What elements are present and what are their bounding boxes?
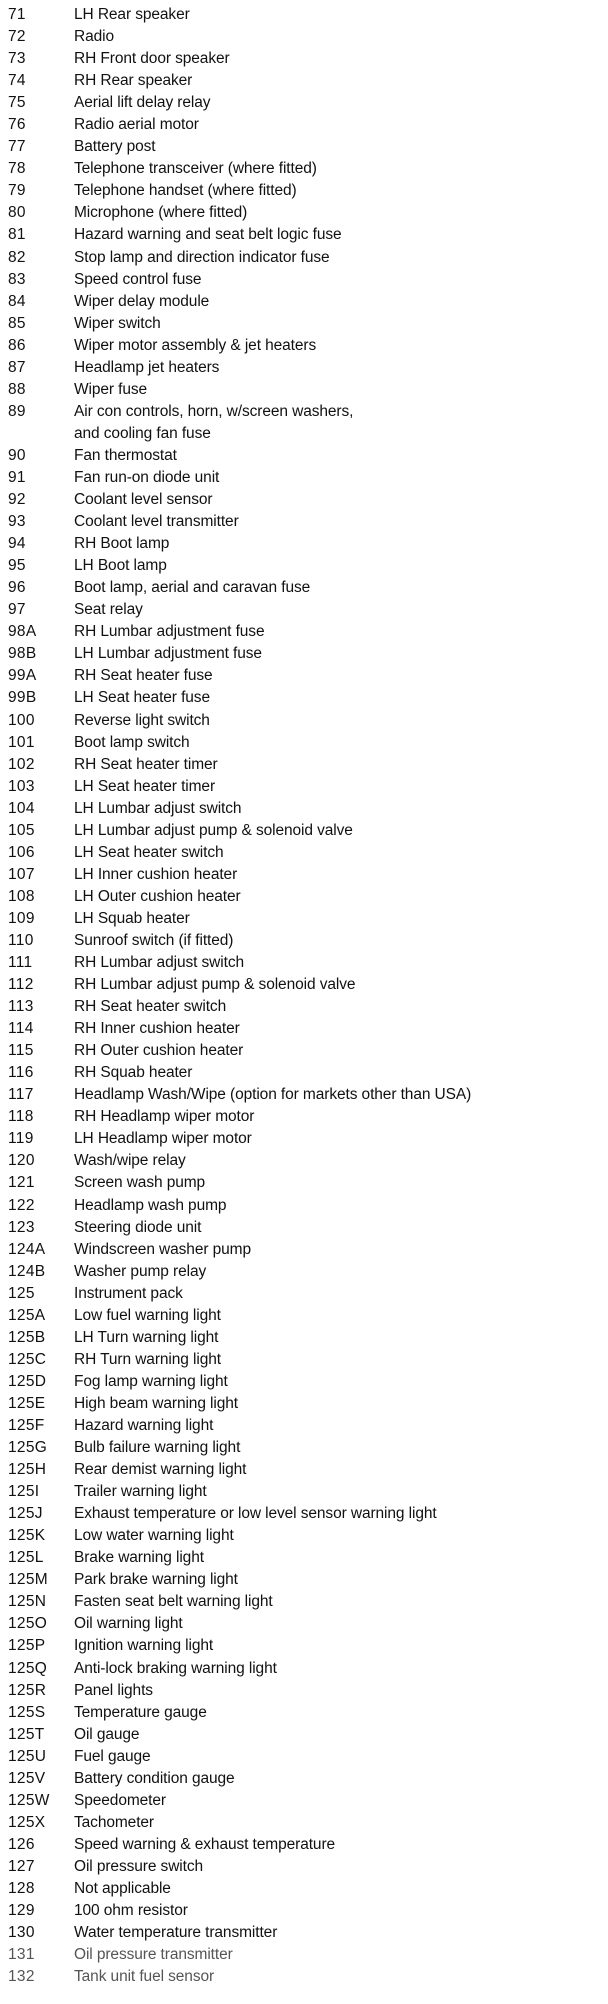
legend-item [8,1349,608,1371]
legend-item [8,335,608,357]
legend-item [8,1768,608,1790]
legend-item-number: 112 [8,976,34,994]
legend-item-description: Washer pump relay [74,1262,207,1280]
legend-item-number: 109 [8,909,35,927]
legend-item-number: 115 [8,1042,34,1060]
legend-item [8,687,608,709]
legend-item-number: 88 [8,380,26,398]
legend-item-number: 125X [8,1813,46,1831]
legend-item [8,776,608,798]
legend-item [8,1790,608,1812]
legend-item-description: Wiper delay module [74,292,210,310]
legend-item-number: 77 [8,138,26,156]
legend-item-description: Headlamp jet heaters [74,358,220,376]
legend-item-number: 126 [8,1835,35,1853]
legend-item-description: RH Lumbar adjust switch [74,954,244,972]
legend-item-description: Steering diode unit [74,1218,202,1236]
legend-item-description: LH Boot lamp [74,557,167,575]
legend-item-number: 107 [8,865,35,883]
legend-item [8,643,608,665]
legend-item-description: Water temperature transmitter [74,1924,278,1942]
legend-item-number: 100 [8,711,35,729]
legend-item [8,1922,608,1944]
legend-item [8,1106,608,1128]
legend-item-description: Fan run-on diode unit [74,468,220,486]
legend-item-number: 106 [8,843,35,861]
legend-item-number: 132 [8,1968,35,1986]
legend-item [8,467,608,489]
legend-item-number: 125 [8,1284,35,1302]
legend-item [8,1305,608,1327]
legend-item-description: Oil gauge [74,1725,140,1743]
legend-item [8,1040,608,1062]
legend-item [8,1062,608,1084]
legend-item-description: LH Squab heater [74,909,190,927]
legend-item-description: Tank unit fuel sensor [74,1968,215,1986]
legend-item-number: 87 [8,358,26,376]
legend-item [8,291,608,313]
legend-item [8,4,608,26]
legend-item [8,1239,608,1261]
legend-item-description: Telephone handset (where fitted) [74,182,297,200]
legend-item [8,1746,608,1768]
legend-item [8,1547,608,1569]
legend-item [8,577,608,599]
legend-item-description: RH Rear speaker [74,72,193,90]
legend-item-number: 129 [8,1902,35,1920]
legend-item [8,1195,608,1217]
legend-item-description: Reverse light switch [74,711,210,729]
legend-item [8,511,608,533]
legend-item [8,996,608,1018]
legend-item-description: Trailer warning light [74,1483,207,1501]
legend-item-number: 125G [8,1439,48,1457]
legend-item-description: RH Front door speaker [74,50,230,68]
legend-item [8,1569,608,1591]
legend-item-number: 125R [8,1681,47,1699]
legend-item-description: Seat relay [74,601,143,619]
legend-item-description: RH Seat heater switch [74,998,227,1016]
legend-item [8,1503,608,1525]
legend-item-number: 118 [8,1108,34,1126]
legend-item-description: Fan thermostat [74,446,177,464]
legend-item-number: 110 [8,931,34,949]
legend-item-number: 99A [8,667,37,685]
legend-item [8,864,608,886]
legend-item-description: Exhaust temperature or low level sensor warning light [74,1505,437,1523]
legend-item-description: RH Lumbar adjustment fuse [74,623,265,641]
legend-item [8,136,608,158]
legend-item-number: 125K [8,1527,46,1545]
legend-item-number: 103 [8,777,35,795]
legend-item [8,820,608,842]
legend-item-description: LH Rear speaker [74,6,190,23]
legend-item-description: Low fuel warning light [74,1306,221,1324]
legend-item-number: 125T [8,1725,45,1743]
legend-item-number: 128 [8,1879,35,1897]
legend-item-number: 83 [8,270,26,288]
legend-item-number: 125U [8,1747,47,1765]
legend-item-number: 104 [8,799,35,817]
legend-item [8,1591,608,1613]
legend-item-number: 92 [8,491,26,509]
legend-item [8,665,608,687]
legend-item-number: 72 [8,28,26,46]
legend-item-description: Low water warning light [74,1527,234,1545]
legend-item-number: 125V [8,1769,46,1787]
legend-item-number: 76 [8,116,26,134]
legend-item [8,1878,608,1900]
legend-item [8,1415,608,1437]
legend-item-description: RH Seat heater timer [74,755,218,773]
legend-item [8,445,608,467]
legend-item-description: Bulb failure warning light [74,1439,241,1457]
legend-item-number: 81 [8,226,26,244]
legend-item-description: LH Inner cushion heater [74,865,238,883]
legend-item-description: Speed warning & exhaust temperature [74,1835,336,1853]
legend-item-number: 130 [8,1924,35,1942]
legend-item [8,1724,608,1746]
legend-item [8,798,608,820]
legend-item-description: Screen wash pump [74,1174,206,1192]
legend-item-number: 121 [8,1174,35,1192]
legend-item [8,930,608,952]
legend-item [8,1327,608,1349]
legend-item-number: 116 [8,1064,34,1082]
legend-item-description: Radio aerial motor [74,116,199,134]
legend-item [8,70,608,92]
legend-item-number: 125A [8,1306,46,1324]
legend-item-description: 100 ohm resistor [74,1902,188,1920]
legend-item [8,1658,608,1680]
legend-item-description: Boot lamp switch [74,733,190,751]
legend-item-description: LH Turn warning light [74,1328,219,1346]
legend-item-description: Park brake warning light [74,1571,238,1589]
legend-item-description: High beam warning light [74,1394,238,1412]
legend-item [8,247,608,269]
legend-item-number: 89 [8,402,26,420]
legend-item [8,974,608,996]
legend-item [8,1702,608,1724]
legend-item-description: Brake warning light [74,1549,204,1567]
legend-item-number: 97 [8,601,26,619]
legend-item-number: 124A [8,1240,46,1258]
legend-item-number: 96 [8,579,26,597]
legend-item-description: LH Seat heater switch [74,843,224,861]
legend-item-number: 127 [8,1857,35,1875]
legend-item-description: Tachometer [74,1813,154,1831]
legend-item [8,886,608,908]
component-legend-list [8,4,608,1988]
legend-item-description: Speedometer [74,1791,166,1809]
legend-item [8,1217,608,1239]
legend-item-description: Ignition warning light [74,1637,214,1655]
legend-item [8,489,608,511]
legend-item-number: 84 [8,292,26,310]
legend-item [8,1944,608,1966]
legend-item-number: 131 [8,1946,35,1964]
legend-item [8,401,608,423]
legend-item-number: 113 [8,998,34,1016]
legend-item-number: 125J [8,1505,43,1523]
legend-item-description: Battery condition gauge [74,1769,235,1787]
legend-item-description: and cooling fan fuse [74,424,211,442]
legend-item-description: Instrument pack [74,1284,183,1302]
legend-item-description: Panel lights [74,1681,153,1699]
legend-item [8,1150,608,1172]
legend-item-description: LH Seat heater timer [74,777,216,795]
legend-item-number: 125E [8,1394,46,1412]
legend-item-description: LH Outer cushion heater [74,887,241,905]
legend-item-number: 125I [8,1483,40,1501]
legend-item-number: 125W [8,1791,50,1809]
legend-item-description: Air con controls, horn, w/screen washers, [74,402,354,420]
legend-item [8,1128,608,1150]
legend-item-description: Coolant level transmitter [74,513,239,531]
legend-item-number: 99B [8,689,37,707]
legend-item-number: 98A [8,623,37,641]
legend-item [8,1018,608,1040]
legend-item [8,1437,608,1459]
legend-item [8,1371,608,1393]
legend-item-number: 123 [8,1218,35,1236]
legend-item-number: 125O [8,1615,48,1633]
legend-item [8,533,608,555]
legend-item [8,1283,608,1305]
legend-item-description: RH Headlamp wiper motor [74,1108,255,1126]
legend-item [8,599,608,621]
legend-item-number: 119 [8,1130,34,1148]
legend-item-description: Stop lamp and direction indicator fuse [74,248,330,266]
legend-item-number: 90 [8,446,26,464]
legend-item-description: RH Lumbar adjust pump & solenoid valve [74,976,356,994]
legend-item-description: RH Squab heater [74,1064,193,1082]
legend-item-description: Wash/wipe relay [74,1152,186,1170]
legend-item-number: 93 [8,513,26,531]
legend-item [8,621,608,643]
legend-item-description: RH Boot lamp [74,535,170,553]
legend-item-description: Microphone (where fitted) [74,204,248,222]
legend-item [8,92,608,114]
legend-item-description: Aerial lift delay relay [74,94,211,112]
legend-item-number: 102 [8,755,35,773]
legend-item-description: Speed control fuse [74,270,202,288]
legend-item [8,1525,608,1547]
legend-item [8,158,608,180]
legend-item-description: LH Seat heater fuse [74,689,210,707]
legend-item-number: 125F [8,1417,45,1434]
legend-item [8,224,608,246]
legend-item [8,908,608,930]
legend-item [8,1172,608,1194]
legend-item-number: 105 [8,821,35,839]
legend-item-description: Battery post [74,138,156,156]
legend-item-number: 75 [8,94,26,112]
legend-item-description: Fog lamp warning light [74,1372,228,1390]
legend-item-number: 125M [8,1571,48,1589]
legend-item [8,732,608,754]
legend-item-description: Oil warning light [74,1615,183,1633]
legend-item-description: Wiper fuse [74,380,148,398]
legend-item-number: 73 [8,50,26,68]
legend-item-description: LH Headlamp wiper motor [74,1130,252,1148]
legend-item-description: Headlamp Wash/Wipe (option for markets other than USA) [74,1086,472,1104]
legend-item-description: RH Seat heater fuse [74,667,213,685]
legend-item-number: 114 [8,1020,34,1038]
legend-item-number: 101 [8,733,35,751]
legend-item [8,26,608,48]
legend-item [8,313,608,335]
legend-item-number: 108 [8,887,35,905]
legend-item [8,1393,608,1415]
legend-item-number: 125Q [8,1659,48,1677]
legend-item-number: 125D [8,1372,47,1390]
legend-item-description: LH Lumbar adjust switch [74,799,242,817]
legend-item-number: 94 [8,535,26,553]
legend-item-number: 125N [8,1593,47,1611]
legend-item-description: Boot lamp, aerial and caravan fuse [74,579,311,597]
legend-item [8,754,608,776]
legend-item-description: Anti-lock braking warning light [74,1659,277,1677]
legend-item-description: Rear demist warning light [74,1461,247,1479]
legend-item [8,379,608,401]
legend-item [8,1613,608,1635]
legend-item-number: 125H [8,1461,47,1479]
legend-item [8,1459,608,1481]
legend-item [8,555,608,577]
legend-item-description: Sunroof switch (if fitted) [74,931,234,949]
legend-item-description: Headlamp wash pump [74,1196,227,1214]
legend-item-number: 78 [8,160,26,178]
legend-item-description: RH Turn warning light [74,1350,221,1368]
legend-item [8,710,608,732]
legend-item-number: 111 [8,954,33,972]
legend-item-number: 124B [8,1262,46,1280]
legend-item-number: 80 [8,204,26,222]
legend-item-number: 79 [8,182,26,200]
legend-item-number: 125C [8,1350,47,1368]
legend-item-number: 71 [8,6,26,23]
legend-item [8,1481,608,1503]
legend-item-number: 117 [8,1086,34,1104]
legend-item-number: 82 [8,248,26,266]
legend-item-description: RH Outer cushion heater [74,1042,244,1060]
legend-item [8,1856,608,1878]
legend-item [8,1084,608,1106]
legend-item-description: Radio [74,28,114,46]
legend-item-number: 86 [8,336,26,354]
legend-item-number: 125P [8,1637,46,1655]
legend-item-description: Oil pressure switch [74,1857,204,1875]
legend-item-description: Windscreen washer pump [74,1240,251,1258]
legend-item-number: 125S [8,1703,46,1721]
legend-item-number: 85 [8,314,26,332]
legend-item-continuation [8,423,608,445]
legend-item-description: Wiper motor assembly & jet heaters [74,336,317,354]
legend-item [8,114,608,136]
legend-item [8,1834,608,1856]
legend-item-description: Telephone transceiver (where fitted) [74,160,317,178]
legend-item-description: Temperature gauge [74,1703,207,1721]
legend-item-number: 125L [8,1549,44,1567]
legend-item-description: Not applicable [74,1879,171,1897]
legend-item-number: 98B [8,645,37,663]
legend-item-description: LH Lumbar adjust pump & solenoid valve [74,821,353,839]
legend-item-number: 120 [8,1152,35,1170]
legend-item [8,1900,608,1922]
legend-item [8,48,608,70]
legend-item [8,202,608,224]
legend-item-description: Wiper switch [74,314,161,332]
legend-item-number: 74 [8,72,26,90]
legend-item-number: 95 [8,557,26,575]
legend-item [8,357,608,379]
legend-item [8,1966,608,1988]
legend-item-description: Hazard warning light [74,1417,214,1434]
legend-item-number: 125B [8,1328,46,1346]
legend-item [8,1261,608,1283]
legend-item-description: Fasten seat belt warning light [74,1593,273,1611]
legend-item [8,180,608,202]
legend-item-description: Fuel gauge [74,1747,151,1765]
legend-item [8,1680,608,1702]
legend-item-number: 91 [8,468,26,486]
legend-item [8,1812,608,1834]
legend-item-description: RH Inner cushion heater [74,1020,240,1038]
legend-item [8,842,608,864]
legend-item-description: Hazard warning and seat belt logic fuse [74,226,342,244]
legend-item [8,1635,608,1657]
legend-item-number: 122 [8,1196,35,1214]
legend-item-description: Oil pressure transmitter [74,1946,233,1964]
legend-item-description: LH Lumbar adjustment fuse [74,645,262,663]
legend-item [8,952,608,974]
legend-item [8,269,608,291]
legend-item-description: Coolant level sensor [74,491,213,509]
